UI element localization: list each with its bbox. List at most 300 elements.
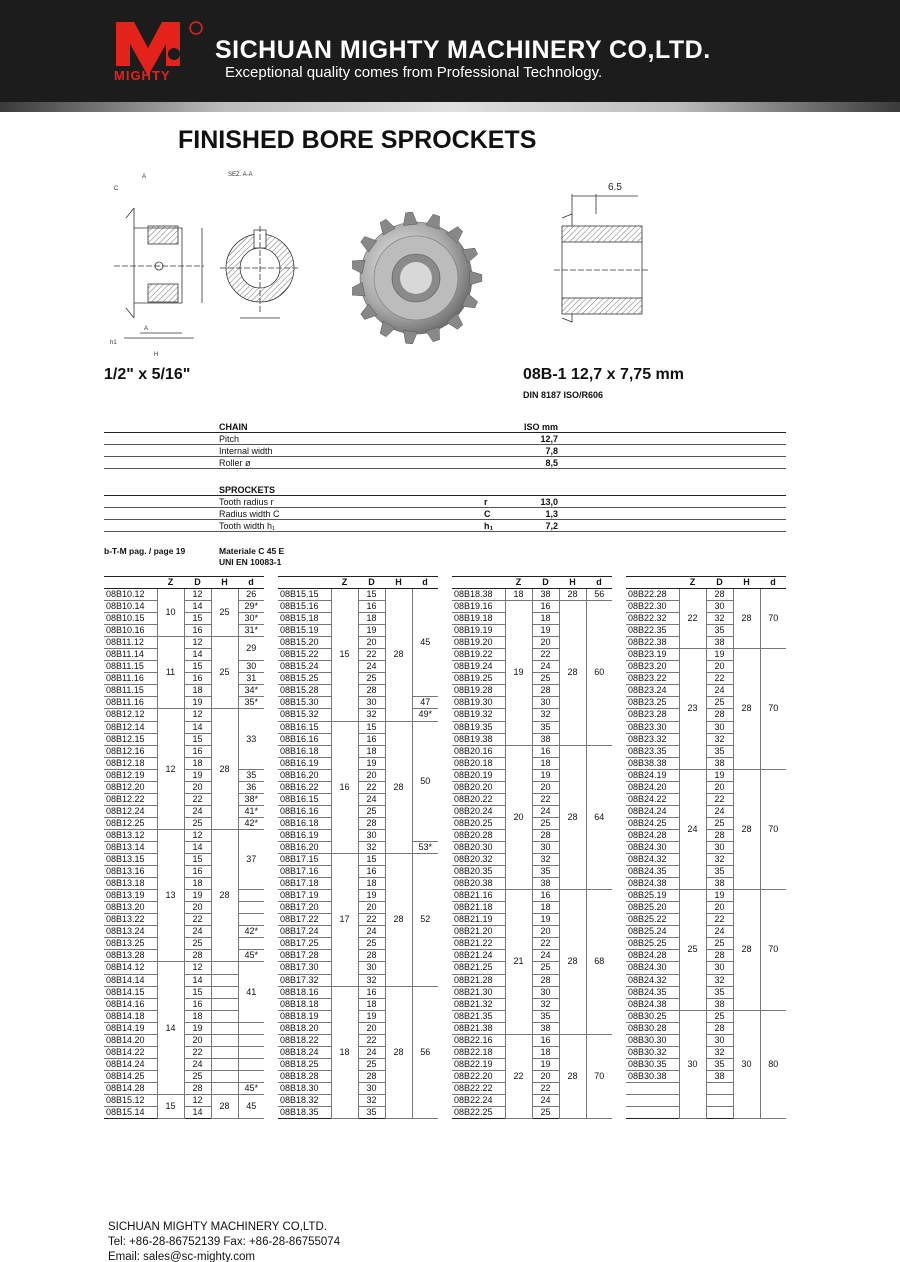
d-cell: 35 [706,625,733,637]
h-cell [211,986,238,998]
part-code-cell: 08B18.24 [278,1046,331,1058]
part-code-cell: 08B20.28 [452,829,505,841]
part-code-cell: 08B22.16 [452,1034,505,1046]
part-code-cell: 08B15.25 [278,673,331,685]
part-code-cell: 08B23.24 [626,685,679,697]
d-cell: 25 [706,697,733,709]
part-code-cell: 08B11.12 [104,637,157,649]
svg-text:h1: h1 [110,340,117,346]
d-cell: 20 [358,902,385,914]
z-cell: 11 [157,637,184,709]
part-code-cell: 08B18.30 [278,1082,331,1094]
part-code-cell: 08B16.16 [278,733,331,745]
z-cell: 23 [679,649,706,769]
d-cell: 20 [532,926,559,938]
part-code-cell: 08B18.19 [278,1010,331,1022]
d-cell: 16 [532,601,559,613]
d-cell: 16 [184,625,211,637]
d-cell: 24 [184,805,211,817]
d-cell: 24 [358,1046,385,1058]
bore-cell: 30* [238,613,264,625]
d-cell: 16 [532,745,559,757]
d-cell: 24 [358,926,385,938]
part-code-cell: 08B20.35 [452,866,505,878]
bore-cell: 31* [238,625,264,637]
table-row [104,914,264,926]
column-header: d [586,577,612,589]
d-cell: 16 [184,745,211,757]
part-code-cell: 08B24.35 [626,986,679,998]
z-cell: 20 [505,745,532,890]
h-cell: 28 [733,649,760,769]
d-cell: 20 [532,637,559,649]
sprocket-photo [352,190,488,370]
part-code-cell: 08B21.25 [452,962,505,974]
part-code-cell: 08B13.15 [104,854,157,866]
part-code-cell: 08B16.18 [278,817,331,829]
bore-cell: 33 [238,709,264,769]
bore-cell: 64 [586,745,612,890]
part-code-cell [626,1082,679,1094]
page-reference: b-T-M pag. / page 19 [104,546,186,556]
d-cell: 24 [532,950,559,962]
d-cell: 28 [358,950,385,962]
chain-title: CHAIN [219,422,248,432]
d-cell: 22 [358,914,385,926]
bore-cell: 50 [412,721,438,841]
z-cell: 22 [505,1034,532,1118]
table-row [452,1034,612,1046]
part-code-cell: 08B16.19 [278,757,331,769]
d-cell: 16 [532,890,559,902]
part-code-cell: 08B17.28 [278,950,331,962]
page-title: FINISHED BORE SPROCKETS [178,126,537,154]
d-cell: 18 [532,757,559,769]
d-cell: 38 [532,733,559,745]
table-row [104,817,264,829]
bore-cell: 45 [412,589,438,697]
h-cell [211,962,238,974]
part-code-cell: 08B22.38 [626,637,679,649]
part-code-cell: 08B23.28 [626,709,679,721]
table-row [452,745,612,757]
h-cell: 25 [211,637,238,709]
part-code-cell: 08B22.20 [452,1070,505,1082]
d-cell: 19 [358,890,385,902]
table-row [104,1034,264,1046]
part-code-cell: 08B24.22 [626,793,679,805]
part-code-cell: 08B15.32 [278,709,331,721]
spec-value: 7,2 [545,521,558,531]
part-code-cell: 08B19.35 [452,721,505,733]
table-row [104,805,264,817]
d-cell: 16 [184,673,211,685]
svg-text:C: C [114,186,119,192]
table-row [104,685,264,697]
h-cell [211,1070,238,1082]
table-row [278,709,438,721]
z-cell: 30 [679,1010,706,1118]
part-code-cell: 08B18.20 [278,1022,331,1034]
part-code-cell: 08B21.32 [452,998,505,1010]
part-code-cell: 08B20.32 [452,854,505,866]
part-code-cell: 08B22.32 [626,613,679,625]
svg-text:H: H [154,352,159,358]
table-row [452,890,612,902]
d-cell: 30 [358,829,385,841]
part-code-cell: 08B12.18 [104,757,157,769]
part-code-cell: 08B14.12 [104,962,157,974]
table-row [278,589,438,601]
column-header: D [706,577,733,589]
d-cell: 19 [358,625,385,637]
h-cell: 28 [559,890,586,1035]
d-cell: 28 [184,950,211,962]
d-cell: 32 [706,974,733,986]
d-cell: 22 [532,793,559,805]
bore-cell: 31 [238,673,264,685]
bore-cell [238,1058,264,1070]
part-code-cell: 08B38.38 [626,757,679,769]
d-cell: 19 [706,769,733,781]
table-row [104,637,264,649]
sprocket-side-drawing [104,168,214,360]
part-code-cell: 08B21.35 [452,1010,505,1022]
standards: DIN 8187 ISO/R606 [523,390,604,400]
part-code-cell: 08B18.25 [278,1058,331,1070]
d-cell: 30 [532,841,559,853]
d-cell: 25 [532,817,559,829]
d-cell: 18 [532,902,559,914]
z-cell: 15 [331,589,358,722]
part-code-cell: 08B14.19 [104,1022,157,1034]
sprocket-table-1 [104,576,264,1119]
column-header: H [559,577,586,589]
column-header [626,577,679,589]
d-cell: 38 [706,1070,733,1082]
h-cell: 28 [559,745,586,890]
d-cell: 25 [706,938,733,950]
part-code-cell: 08B18.32 [278,1094,331,1106]
d-cell: 35 [706,745,733,757]
d-cell: 32 [532,854,559,866]
d-cell: 20 [358,637,385,649]
table-row [278,721,438,733]
table-row [104,601,264,613]
spec-value: 12,7 [540,434,558,444]
part-code-cell: 08B21.30 [452,986,505,998]
h-cell: 28 [385,589,412,722]
d-cell: 38 [706,637,733,649]
table-row [104,890,264,902]
part-code-cell: 08B24.25 [626,817,679,829]
table-row [104,613,264,625]
chain-spec-row [104,433,786,445]
part-code-cell: 08B30.32 [626,1046,679,1058]
part-code-cell: 08B17.16 [278,866,331,878]
part-code-cell: 08B15.20 [278,637,331,649]
part-code-cell: 08B20.20 [452,781,505,793]
part-code-cell: 08B21.24 [452,950,505,962]
footer-contact: Tel: +86-28-86752139 Fax: +86-28-86755074 [108,1236,341,1248]
table-row [104,781,264,793]
bore-cell: 56 [586,589,612,601]
d-cell: 35 [706,1058,733,1070]
d-cell: 20 [532,781,559,793]
table-row [626,649,786,661]
d-cell: 28 [532,974,559,986]
part-code-cell: 08B15.24 [278,661,331,673]
h-cell: 28 [385,986,412,1119]
d-cell: 19 [706,649,733,661]
d-cell: 30 [532,697,559,709]
bore-cell: 45 [238,1094,264,1118]
h-cell [211,1046,238,1058]
part-code-cell: 08B19.18 [452,613,505,625]
d-cell: 38 [532,589,559,601]
part-code-cell: 08B20.19 [452,769,505,781]
table-row [104,926,264,938]
d-cell: 30 [358,962,385,974]
d-cell: 18 [184,685,211,697]
part-code-cell: 08B14.18 [104,1010,157,1022]
bore-cell: 45* [238,1082,264,1094]
d-cell: 19 [358,757,385,769]
part-code-cell: 08B10.15 [104,613,157,625]
part-code-cell: 08B23.22 [626,673,679,685]
table-row [452,589,612,601]
d-cell: 25 [532,962,559,974]
bore-cell: 47 [412,697,438,709]
material-standard: UNI EN 10083-1 [219,557,282,567]
d-cell: 24 [532,805,559,817]
d-cell: 25 [184,938,211,950]
d-cell: 14 [184,974,211,986]
d-cell: 28 [532,685,559,697]
h-cell: 30 [733,1010,760,1118]
table-row [104,697,264,709]
spec-label: Pitch [219,434,240,444]
footer [108,1220,340,1262]
part-code-cell: 08B19.19 [452,625,505,637]
part-code-cell: 08B13.12 [104,829,157,841]
d-cell: 18 [532,1046,559,1058]
size-inch: 1/2" x 5/16" [104,366,191,383]
h-cell [211,1034,238,1046]
part-code-cell: 08B10.12 [104,589,157,601]
d-cell: 32 [706,613,733,625]
bore-cell: 34* [238,685,264,697]
table-row [626,1010,786,1022]
unit-header: ISO mm [524,422,559,432]
d-cell: 28 [706,829,733,841]
d-cell: 25 [706,1010,733,1022]
bore-cell: 52 [412,854,438,987]
bore-cell [238,1034,264,1046]
d-cell: 28 [358,1070,385,1082]
spec-label: Tooth radius r [219,497,274,507]
d-cell: 22 [184,914,211,926]
part-code-cell: 08B14.24 [104,1058,157,1070]
d-cell: 19 [532,1058,559,1070]
d-cell: 22 [358,649,385,661]
h-cell: 28 [733,589,760,649]
part-code-cell: 08B17.18 [278,878,331,890]
h-cell: 28 [211,1094,238,1118]
chain-spec-row [104,457,786,469]
z-cell: 17 [331,854,358,987]
table-row [278,841,438,853]
bore-cell: 42* [238,926,264,938]
d-cell: 22 [184,793,211,805]
brand-name: MIGHTY [114,68,171,83]
spec-label: Tooth width h₁ [219,521,276,531]
spec-value: 7,8 [545,446,558,456]
chain-spec-row [104,445,786,457]
h-cell [211,1058,238,1070]
sprockets-title: SPROCKETS [219,485,276,495]
part-code-cell: 08B10.14 [104,601,157,613]
d-cell: 30 [358,1082,385,1094]
part-code-cell: 08B15.30 [278,697,331,709]
d-cell: 16 [184,866,211,878]
h-cell: 28 [211,829,238,962]
part-code-cell: 08B23.19 [626,649,679,661]
part-code-cell: 08B21.22 [452,938,505,950]
table-row [104,1022,264,1034]
part-code-cell: 08B10.16 [104,625,157,637]
table-row [278,986,438,998]
d-cell: 28 [706,950,733,962]
spec-symbol: C [484,509,491,519]
section-label: SEZ. A-A [228,172,253,178]
spec-label: Internal width [219,446,273,456]
part-code-cell: 08B17.30 [278,962,331,974]
part-code-cell: 08B13.18 [104,878,157,890]
sprocket-tooth [403,212,417,225]
part-code-cell: 08B17.19 [278,890,331,902]
bore-cell: 70 [760,649,786,769]
bore-cell: 45* [238,950,264,962]
bore-cell: 80 [760,1010,786,1118]
part-code-cell: 08B12.20 [104,781,157,793]
d-cell: 20 [706,661,733,673]
d-cell: 35 [706,866,733,878]
d-cell: 32 [358,709,385,721]
bore-cell [238,1046,264,1058]
part-code-cell: 08B22.24 [452,1094,505,1106]
header-stripe [0,102,900,112]
spec-value: 1,3 [545,509,558,519]
bore-cell [238,1022,264,1034]
d-cell: 12 [184,589,211,601]
part-code-cell: 08B18.22 [278,1034,331,1046]
part-code-cell: 08B19.24 [452,661,505,673]
d-cell: 35 [532,1010,559,1022]
d-cell: 14 [184,601,211,613]
table-row [104,1082,264,1094]
d-cell: 25 [532,1107,559,1119]
column-header: H [211,577,238,589]
bore-cell: 37 [238,829,264,889]
d-cell [706,1107,733,1119]
d-cell: 35 [532,721,559,733]
footer-email[interactable]: Email: sales@sc-mighty.com [108,1251,255,1262]
d-cell: 24 [358,793,385,805]
h-cell [211,998,238,1010]
sprocket-spec-row [104,496,786,508]
column-header: Z [331,577,358,589]
d-cell: 32 [706,733,733,745]
spec-value: 13,0 [540,497,558,507]
d-cell: 18 [358,878,385,890]
z-cell: 10 [157,589,184,637]
spec-value: 8,5 [545,458,558,468]
z-cell: 18 [505,589,532,601]
d-cell: 20 [358,769,385,781]
column-header [278,577,331,589]
part-code-cell: 08B24.32 [626,854,679,866]
part-code-cell: 08B18.18 [278,998,331,1010]
z-cell: 24 [679,769,706,889]
d-cell: 15 [358,589,385,601]
d-cell: 19 [706,890,733,902]
part-code-cell: 08B20.22 [452,793,505,805]
d-cell: 32 [358,841,385,853]
part-code-cell: 08B15.12 [104,1094,157,1106]
d-cell: 32 [706,1046,733,1058]
bore-cell: 70 [760,890,786,1010]
d-cell: 19 [184,1022,211,1034]
company-name: SICHUAN MIGHTY MACHINERY CO,LTD. [215,36,711,64]
column-header: H [385,577,412,589]
d-cell: 19 [358,1010,385,1022]
bore-cell: 70 [760,589,786,649]
part-code-cell: 08B24.30 [626,841,679,853]
sprocket-spec-table [104,484,786,532]
part-code-cell: 08B13.20 [104,902,157,914]
bore-cell: 35* [238,697,264,709]
d-cell: 32 [358,974,385,986]
d-cell: 25 [358,938,385,950]
part-code-cell: 08B12.15 [104,733,157,745]
d-cell: 25 [184,817,211,829]
d-cell: 16 [358,986,385,998]
part-code-cell: 08B24.32 [626,974,679,986]
d-cell: 19 [532,769,559,781]
bore-cell: 30 [238,661,264,673]
d-cell: 30 [706,841,733,853]
d-cell: 16 [184,998,211,1010]
d-cell: 25 [184,1070,211,1082]
d-cell: 30 [706,1034,733,1046]
h-cell: 25 [211,589,238,637]
sprocket-spec-row [104,520,786,532]
z-cell: 18 [331,986,358,1119]
d-cell: 32 [532,998,559,1010]
part-code-cell: 08B14.28 [104,1082,157,1094]
d-cell: 22 [532,1082,559,1094]
d-cell: 30 [532,986,559,998]
column-header [104,577,157,589]
bore-cell: 42* [238,817,264,829]
z-cell: 21 [505,890,532,1035]
part-code-cell: 08B17.22 [278,914,331,926]
part-code-cell: 08B25.20 [626,902,679,914]
d-cell: 22 [532,938,559,950]
d-cell: 25 [358,1058,385,1070]
part-code-cell: 08B25.19 [626,890,679,902]
